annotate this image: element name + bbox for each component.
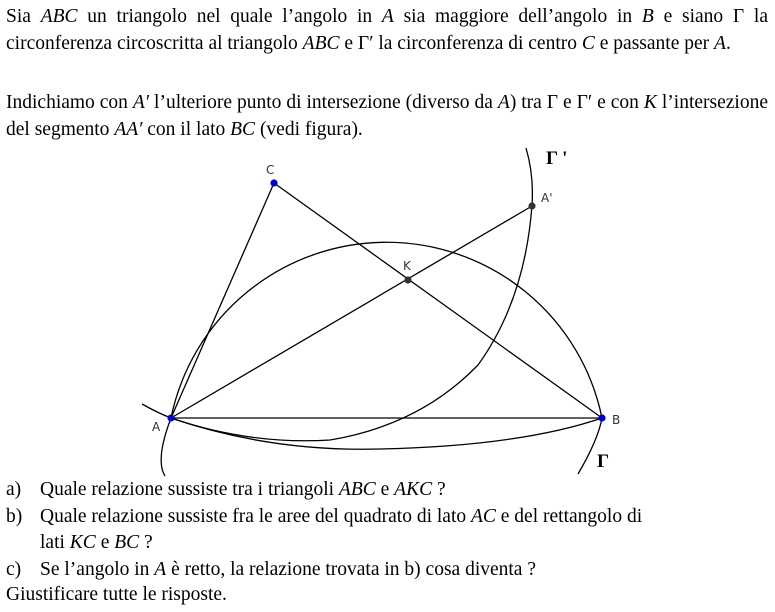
- circle-gamma-lower-arc: [171, 418, 602, 449]
- point-c: [270, 179, 277, 186]
- question-label: a): [6, 479, 22, 500]
- question-a: [6, 477, 768, 504]
- point-k: [404, 276, 411, 283]
- point-a-prime: [528, 202, 535, 209]
- question-text: Se l’angolo in A è retto, la relazione trovata in b) cosa diventa ?: [40, 558, 536, 580]
- point-b: [598, 414, 605, 421]
- question-c: [6, 557, 768, 584]
- label-c: C: [266, 163, 275, 177]
- question-label: c): [6, 558, 22, 580]
- point-a: [167, 414, 174, 421]
- label-b: B: [612, 413, 621, 427]
- question-b: [6, 504, 768, 531]
- question-b-continued: [6, 530, 768, 557]
- side-bc: [274, 183, 602, 418]
- problem-statement-paragraph-2: Indichiamo con A′ l’ulteriore punto di intersezione (diverso da A) tra Γ e Γ′ e con K l’intersezione del segmento AA′ con il lato BC (vedi figura).: [6, 92, 769, 140]
- label-k: K: [403, 259, 411, 273]
- circle-gamma-prime: [142, 148, 532, 441]
- problem-statement-paragraph-1: Sia ABC un triangolo nel quale l’angolo in A sia maggiore dell’angolo in B e siano Γ la circonferenza circoscritta al triangolo ABC e Γ′ la circonferenza di centro C e passante per A.: [6, 6, 769, 54]
- footer-instruction: Giustificare tutte le risposte.: [6, 584, 227, 605]
- label-a: A: [152, 420, 161, 434]
- question-text: Quale relazione sussiste fra le aree del quadrato di lato AC e del rettangolo di: [40, 505, 643, 527]
- questions-list: [6, 477, 768, 583]
- circle-gamma: [171, 242, 602, 418]
- question-text: lati KC e BC ?: [40, 532, 153, 553]
- circle-gamma-prime-left: [161, 418, 171, 476]
- question-text: Quale relazione sussiste tra i triangoli ABC e AKC ?: [40, 479, 446, 500]
- label-gamma: Γ: [597, 451, 610, 472]
- question-label: b): [6, 505, 23, 527]
- side-ac: [171, 183, 274, 418]
- label-a-prime: A': [541, 191, 553, 205]
- label-gamma-prime: Γ ': [546, 148, 568, 169]
